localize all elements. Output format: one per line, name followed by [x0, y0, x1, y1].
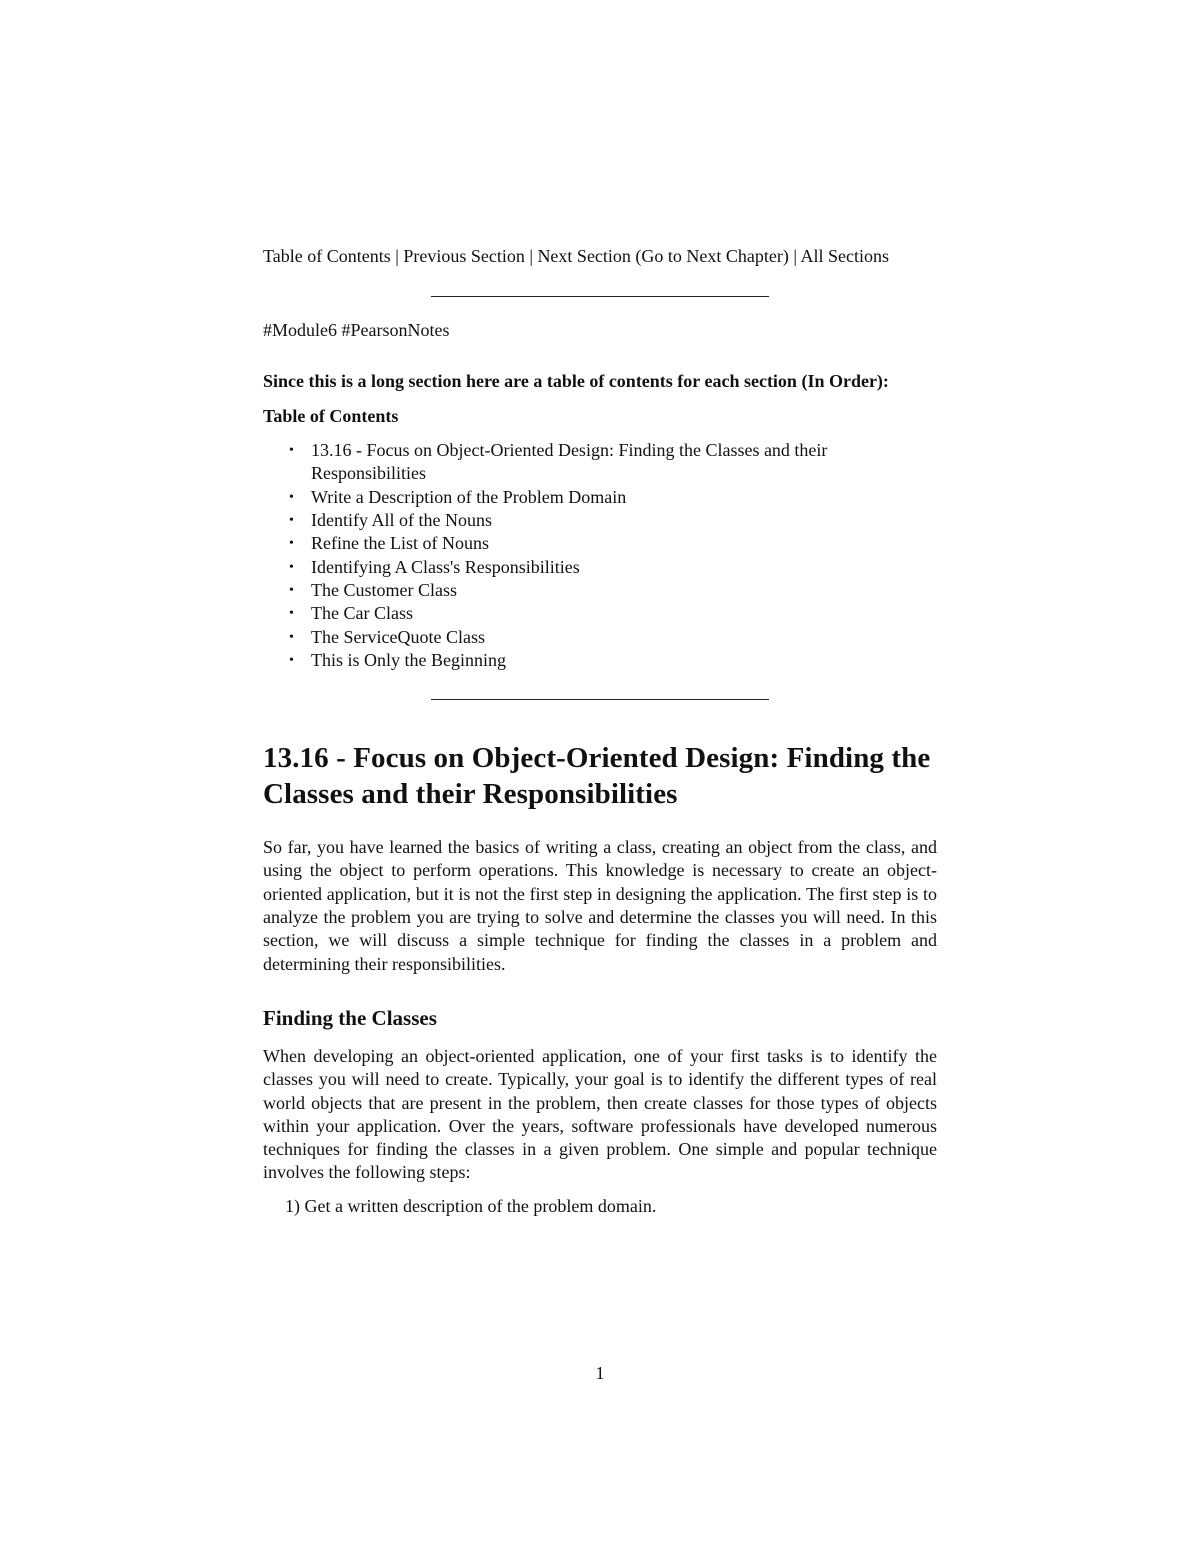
toc-item[interactable] [289, 602, 937, 625]
bullet-icon: • [289, 559, 294, 575]
toc-item[interactable] [289, 439, 937, 486]
intro-text: Since this is a long section here are a table of contents for each section (In Order): [263, 370, 889, 391]
subsection-title: Finding the Classes [263, 1005, 437, 1030]
document-page [263, 245, 937, 1218]
bullet-icon: • [289, 582, 294, 598]
next-section-link[interactable]: Next Section (Go to Next Chapter) [537, 246, 789, 266]
nav-separator: | [524, 246, 538, 266]
bullet-icon: • [289, 443, 294, 459]
toc-item-link[interactable]: The ServiceQuote Class [311, 626, 485, 647]
toc-item[interactable] [289, 509, 937, 532]
nav-separator: | [788, 246, 801, 266]
toc-item-link[interactable]: The Customer Class [311, 579, 457, 600]
bullet-icon: • [289, 489, 294, 505]
toc-heading: Table of Contents [263, 405, 399, 426]
nav-separator: | [390, 246, 404, 266]
toc-item[interactable] [289, 532, 937, 555]
toc-item-link[interactable]: This is Only the Beginning [311, 649, 506, 670]
step-item: 1) Get a written description of the problem domain. [285, 1195, 657, 1216]
divider [431, 699, 769, 700]
toc-item-link[interactable]: Write a Description of the Problem Domain [311, 486, 627, 507]
steps-list [285, 1195, 937, 1218]
page-number: 1 [595, 1363, 605, 1383]
toc-item-link[interactable]: Identifying A Class's Responsibilities [311, 556, 580, 577]
section-title: 13.16 - Focus on Object-Oriented Design: Finding the Classes and their Responsibilities [263, 742, 931, 811]
toc-item[interactable] [289, 486, 937, 509]
all-sections-link[interactable]: All Sections [800, 246, 889, 266]
toc-item-link[interactable]: Refine the List of Nouns [311, 533, 489, 554]
nav-bar [263, 245, 937, 268]
toc-item[interactable] [289, 626, 937, 649]
toc-link[interactable]: Table of Contents [263, 246, 391, 266]
bullet-icon: • [289, 629, 294, 645]
toc-item[interactable] [289, 649, 937, 672]
section-paragraph: So far, you have learned the basics of writing a class, creating an object from the class, and using the object to perform operations. This knowledge is necessary to create an object-oriented application, but it is not the first step in designing the application. The first step is to analyze the problem you are trying to solve and determine the classes you will need. In this section, we will discuss a simple technique for finding the classes in a problem and determining their responsibilities. [263, 837, 937, 974]
toc-list [263, 439, 937, 672]
tags: #Module6 #PearsonNotes [263, 320, 450, 341]
bullet-icon: • [289, 606, 294, 622]
bullet-icon: • [289, 652, 294, 668]
toc-item-link[interactable]: 13.16 - Focus on Object-Oriented Design: Finding the Classes and their Responsibilities [311, 440, 828, 484]
subsection-paragraph: When developing an object-oriented application, one of your first tasks is to identify the classes you will need to create. Typically, your goal is to identify the different types of real world objects that are present in the problem, then create classes for those types of objects within your application. Over the years, software professionals have developed numerous techniques for finding the classes in a given problem. One simple and popular technique involves the following steps: [263, 1045, 937, 1183]
toc-item[interactable] [289, 579, 937, 602]
divider [431, 296, 769, 297]
toc-item[interactable] [289, 556, 937, 579]
toc-item-link[interactable]: Identify All of the Nouns [311, 510, 492, 531]
toc-item-link[interactable]: The Car Class [311, 603, 413, 624]
bullet-icon: • [289, 513, 294, 529]
previous-section-link[interactable]: Previous Section [403, 246, 525, 266]
bullet-icon: • [289, 536, 294, 552]
